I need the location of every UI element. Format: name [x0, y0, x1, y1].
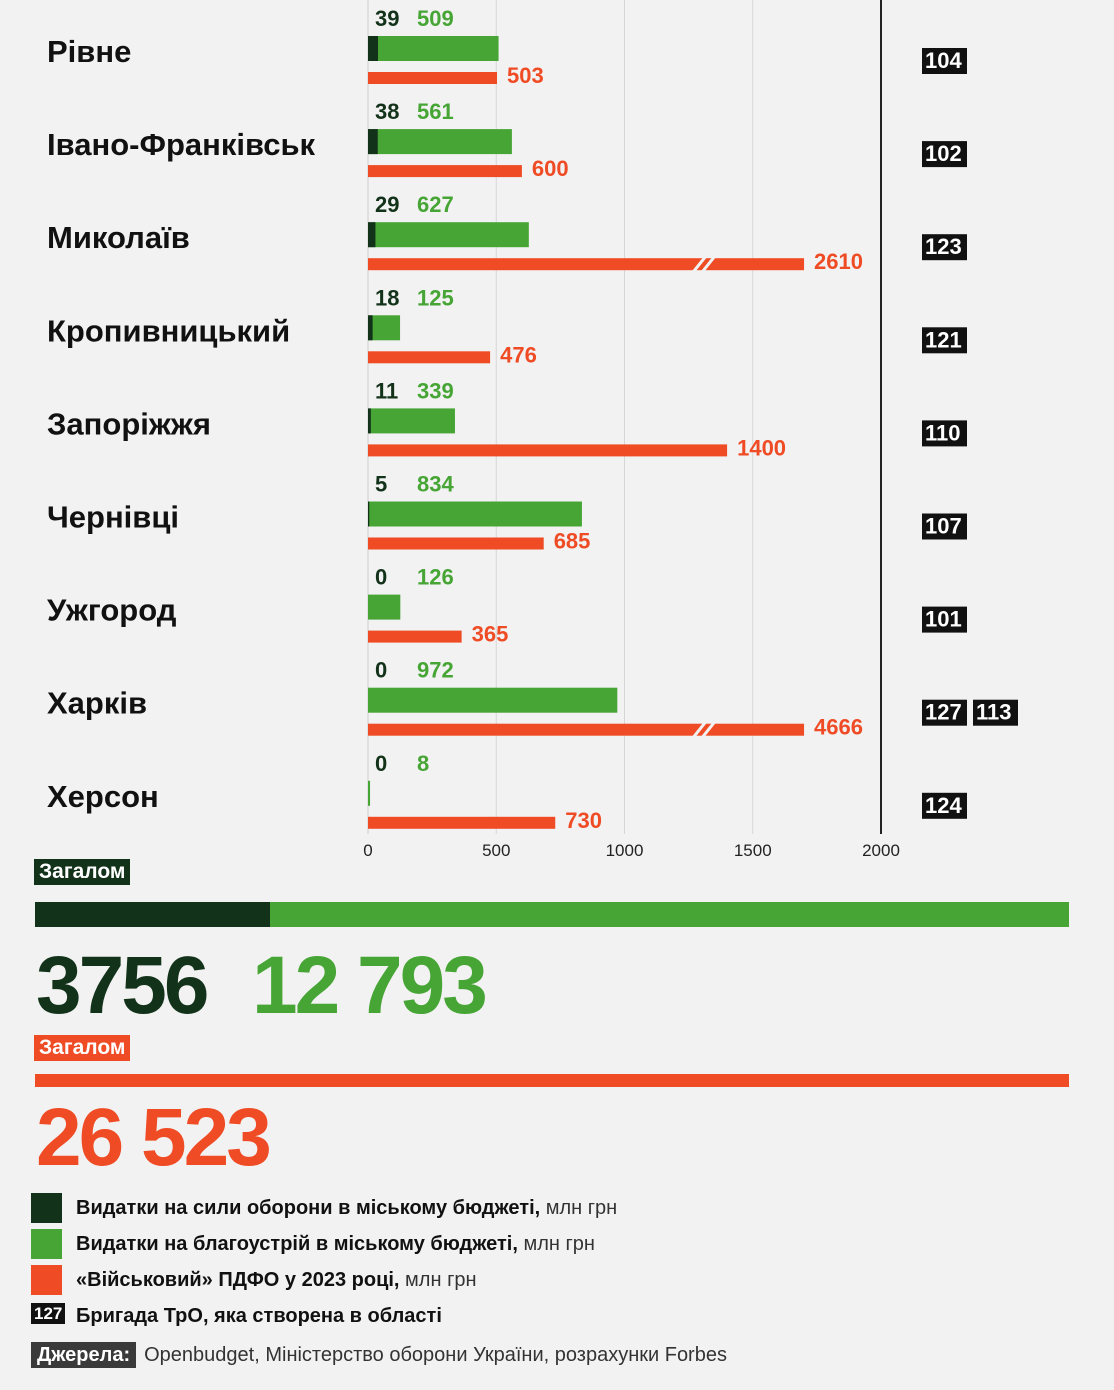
- city-label: Харків: [47, 685, 148, 721]
- military-bar: [368, 72, 497, 84]
- military-bar: [368, 258, 804, 270]
- x-tick-label: 1500: [733, 841, 772, 860]
- legend-improvement-unit: млн грн: [517, 1233, 595, 1255]
- legend-brigade-sample: 127: [31, 1303, 65, 1324]
- defense-value-label: 0: [375, 564, 388, 590]
- brigade-badge-label: 127: [925, 699, 962, 725]
- x-tick-label: 1000: [605, 841, 644, 860]
- x-tick-label: 500: [482, 841, 511, 860]
- improvement-value-label: 834: [417, 471, 454, 497]
- improvement-bar: [368, 502, 582, 527]
- sources-text: Openbudget, Міністерство оборони України, розрахунки Forbes: [144, 1343, 727, 1366]
- legend-improvement-text: Видатки на благоустрій в міському бюджеті,: [76, 1233, 518, 1255]
- city-label: Рівне: [47, 34, 132, 69]
- legend-military-unit: млн грн: [399, 1269, 477, 1291]
- military-value-label: 476: [500, 342, 537, 368]
- improvement-bar: [368, 222, 529, 247]
- legend-defense-unit: млн грн: [540, 1197, 618, 1219]
- military-value-label: 600: [531, 156, 569, 182]
- defense-value-label: 29: [375, 192, 400, 218]
- city-label: Миколаїв: [47, 220, 190, 256]
- brigade-badge-label: 110: [925, 420, 961, 446]
- total-improvement-value: 12 793: [252, 940, 485, 1031]
- defense-bar: [368, 502, 369, 527]
- legend-military-text: «Військовий» ПДФО у 2023 році,: [76, 1269, 400, 1291]
- improvement-bar: [368, 315, 400, 340]
- military-value-label: 2610: [814, 249, 864, 275]
- defense-bar: [368, 408, 371, 433]
- total-improvement-bar: [270, 902, 1069, 927]
- improvement-value-label: 339: [417, 378, 454, 404]
- improvement-value-label: 126: [417, 564, 454, 590]
- city-label: Запоріжжя: [47, 406, 211, 442]
- improvement-bar: [368, 781, 370, 806]
- city-label: Ужгород: [47, 592, 177, 628]
- military-bar: [368, 724, 804, 736]
- military-bar: [368, 631, 462, 643]
- improvement-value-label: 8: [417, 750, 430, 776]
- x-tick-label: 2000: [862, 841, 900, 860]
- brigade-badge-label: 113: [976, 699, 1012, 725]
- military-value-label: 685: [553, 528, 591, 554]
- improvement-value-label: 627: [417, 192, 454, 218]
- improvement-value-label: 972: [417, 657, 454, 683]
- military-bar: [368, 538, 544, 550]
- city-label: Херсон: [47, 778, 159, 814]
- improvement-bar: [368, 688, 617, 713]
- defense-bar: [368, 315, 373, 340]
- brigade-badge-label: 107: [925, 513, 962, 539]
- defense-value-label: 39: [375, 6, 400, 31]
- military-bar: [368, 444, 727, 456]
- improvement-bar: [368, 129, 512, 154]
- military-value-label: 1400: [737, 435, 787, 461]
- brigade-badge-label: 104: [925, 48, 962, 73]
- totals-label-tag: Загалом: [34, 859, 130, 885]
- defense-value-label: 18: [375, 285, 400, 311]
- defense-bar: [368, 36, 378, 61]
- totals-military-label-tag: Загалом: [34, 1035, 130, 1061]
- military-value-label: 730: [565, 807, 602, 833]
- improvement-value-label: 561: [417, 99, 454, 125]
- defense-bar: [368, 129, 378, 154]
- defense-bar: [368, 222, 375, 247]
- brigade-badge-label: 121: [925, 327, 962, 353]
- legend-brigade-text: Бригада ТрО, яка створена в області: [76, 1305, 442, 1327]
- sources-label: Джерела:: [31, 1342, 136, 1368]
- improvement-bar: [368, 36, 499, 61]
- military-bar: [368, 165, 522, 177]
- improvement-bar: [368, 595, 400, 620]
- x-tick-label: 0: [363, 841, 373, 860]
- defense-value-label: 0: [375, 657, 388, 683]
- brigade-badge-label: 124: [925, 792, 962, 818]
- improvement-value-label: 509: [417, 6, 454, 31]
- improvement-value-label: 125: [417, 285, 454, 311]
- brigade-badge-label: 123: [925, 234, 962, 260]
- military-bar: [368, 817, 555, 829]
- total-defense-value: 3756: [36, 940, 207, 1031]
- legend-swatch-military: [31, 1265, 62, 1295]
- improvement-bar: [368, 408, 455, 433]
- total-military-value: 26 523: [36, 1092, 269, 1183]
- total-military-bar: [35, 1074, 1069, 1087]
- total-defense-bar: [35, 902, 270, 927]
- city-label: Чернівці: [47, 499, 180, 535]
- military-value-label: 503: [507, 63, 544, 88]
- city-label: Кропивницький: [47, 313, 291, 349]
- city-label: Івано-Франківськ: [47, 127, 316, 163]
- legend-swatch-improvement: [31, 1229, 62, 1259]
- brigade-badge-label: 102: [925, 141, 962, 167]
- legend-defense-text: Видатки на сили оборони в міському бюджеті,: [76, 1197, 541, 1219]
- defense-value-label: 11: [375, 378, 399, 404]
- military-value-label: 4666: [814, 714, 864, 740]
- sources: [31, 1342, 727, 1370]
- defense-value-label: 5: [375, 471, 388, 497]
- legend-swatch-defense: [31, 1193, 62, 1223]
- defense-value-label: 0: [375, 750, 388, 776]
- defense-value-label: 38: [375, 99, 400, 125]
- military-value-label: 365: [471, 621, 509, 647]
- military-bar: [368, 351, 490, 363]
- brigade-badge-label: 101: [925, 606, 962, 632]
